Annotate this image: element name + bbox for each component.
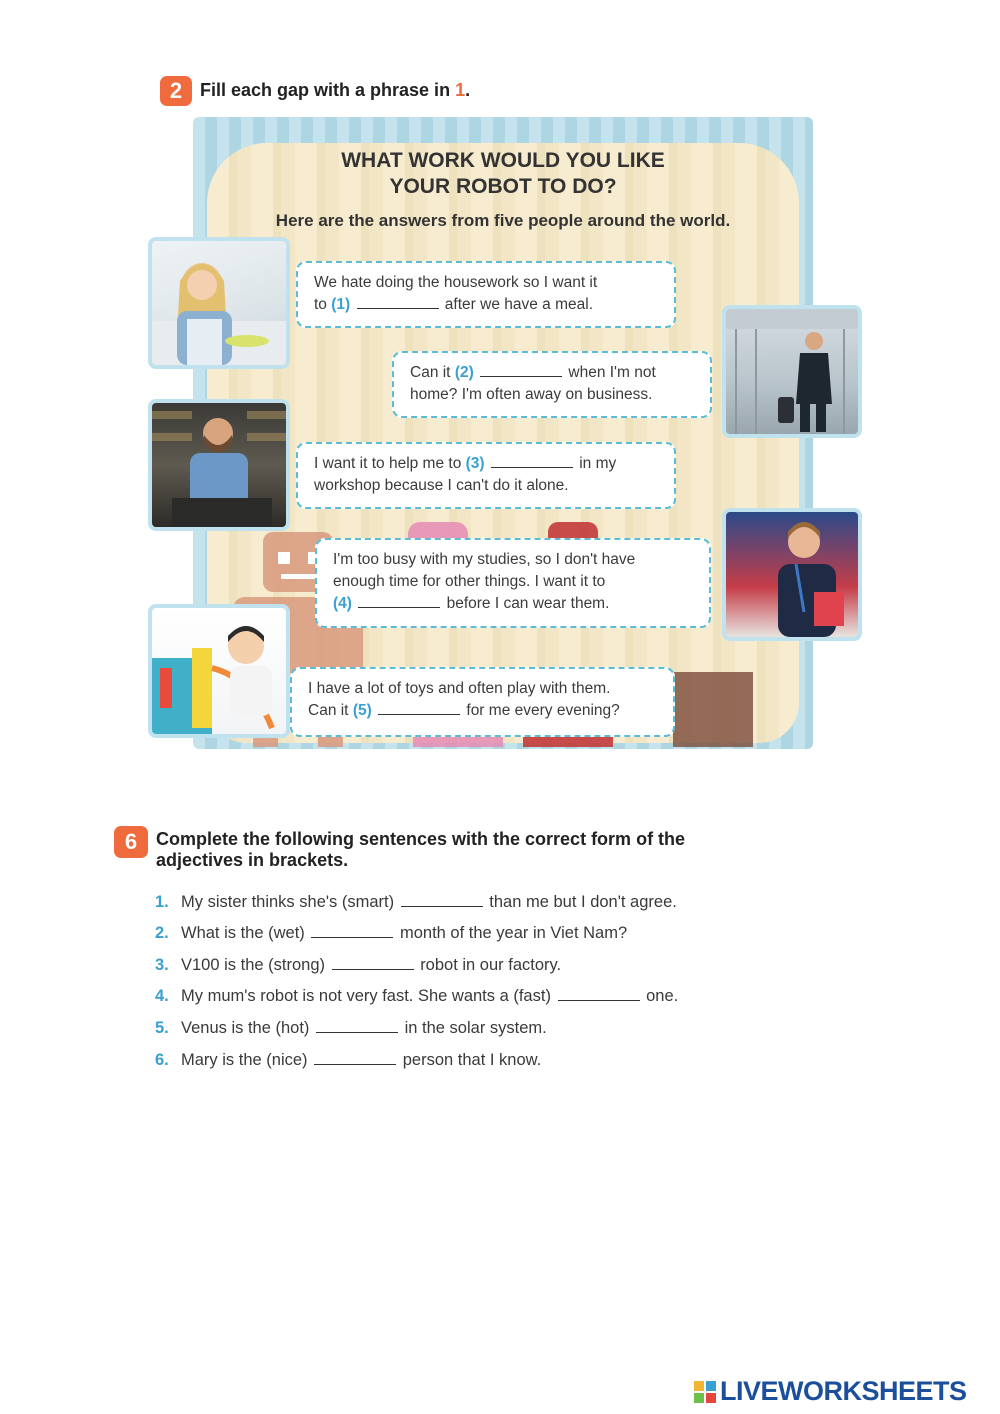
panel-subtitle: Here are the answers from five people around the world. [275, 211, 731, 230]
gap-blank-3[interactable] [491, 453, 573, 468]
list-item [155, 1049, 541, 1071]
answer-blank-6[interactable] [314, 1050, 396, 1065]
list-item [155, 985, 678, 1007]
bubble-text: home? I'm often away on business. [410, 386, 653, 403]
item-number: 4. [155, 987, 169, 1005]
gap-number-3: (3) [465, 455, 485, 472]
gap-blank-2[interactable] [480, 362, 562, 377]
photo-woman-kitchen [148, 237, 290, 369]
panel-title [193, 148, 813, 200]
speech-bubble-1 [296, 261, 676, 328]
bubble-text: I have a lot of toys and often play with them. [308, 680, 611, 697]
item-number: 1. [155, 893, 169, 911]
bubble-text: when I'm not [564, 364, 656, 381]
bubble-text: I want it to help me to [314, 455, 466, 472]
exercise-2-instruction [200, 80, 470, 101]
list-item [155, 1017, 547, 1039]
answer-blank-1[interactable] [401, 892, 483, 907]
item-text: person that I know. [402, 1051, 542, 1069]
bubble-text: Can it [410, 364, 455, 381]
instruction-text: Fill each gap with a phrase in [200, 80, 456, 100]
item-text: one. [646, 987, 679, 1005]
item-text: My sister thinks she's (smart) [181, 893, 395, 911]
answer-blank-3[interactable] [332, 955, 414, 970]
instruction-line-1: Complete the following sentences with the correct form of the [156, 829, 686, 849]
list-item [155, 922, 627, 944]
item-number: 6. [155, 1051, 169, 1069]
liveworksheets-logo [694, 1376, 967, 1407]
gap-number-2: (2) [454, 364, 474, 381]
item-text: robot in our factory. [420, 956, 562, 974]
bubble-line [314, 453, 658, 475]
list-item [155, 891, 677, 913]
speech-bubble-5 [290, 667, 675, 737]
instruction-ref: 1 [455, 80, 466, 100]
answer-blank-5[interactable] [316, 1018, 398, 1033]
item-text: What is the (wet) [181, 924, 305, 942]
gap-number-4: (4) [333, 595, 352, 612]
bubble-text: in my [574, 455, 617, 472]
student-illustration [726, 512, 858, 637]
photo-child-toys [148, 604, 290, 738]
bubble-line [314, 294, 658, 316]
businessman-illustration [726, 309, 858, 434]
bubble-text: for me every evening? [462, 702, 620, 719]
logo-text: LIVEWORKSHEETS [720, 1376, 967, 1406]
bubble-text: enough time for other things. I want it to [333, 573, 606, 590]
item-text: My mum's robot is not very fast. She wants a (fast) [181, 987, 551, 1005]
woman-illustration [152, 241, 286, 365]
bubble-text: workshop because I can't do it alone. [314, 477, 569, 494]
answer-blank-4[interactable] [558, 986, 640, 1001]
photo-businessman [722, 305, 862, 438]
gap-number-5: (5) [352, 702, 372, 719]
child-toys-illustration [152, 608, 286, 734]
list-item [155, 954, 561, 976]
gap-blank-1[interactable] [357, 294, 439, 309]
bubble-text: Can it [308, 702, 353, 719]
bubble-line [410, 362, 694, 384]
gap-number-1: (1) [331, 296, 351, 313]
exercise-number: 6 [124, 829, 138, 854]
answer-blank-2[interactable] [311, 923, 393, 938]
item-number: 5. [155, 1019, 169, 1037]
item-text: Venus is the (hot) [181, 1019, 310, 1037]
panel-title-line-1: WHAT WORK WOULD YOU LIKE [341, 149, 665, 172]
logo-grid-icon [694, 1381, 716, 1403]
instruction-line-2: adjectives in brackets. [156, 850, 349, 870]
item-number: 3. [155, 956, 169, 974]
item-text: V100 is the (strong) [181, 956, 325, 974]
bubble-text: to [314, 296, 332, 313]
photo-man-workshop [148, 399, 290, 531]
panel-title-line-2: YOUR ROBOT TO DO? [389, 175, 617, 198]
bubble-text: We hate doing the housework so I want it [314, 274, 598, 291]
item-text: in the solar system. [404, 1019, 547, 1037]
bubble-text: after we have a meal. [440, 296, 593, 313]
exercise-2-badge [160, 76, 192, 106]
workshop-man-illustration [152, 403, 286, 527]
gap-blank-4[interactable] [358, 593, 440, 608]
bubble-line [308, 700, 657, 722]
gap-blank-5[interactable] [378, 700, 460, 715]
item-text: Mary is the (nice) [181, 1051, 308, 1069]
instruction-end: . [465, 80, 471, 100]
photo-student [722, 508, 862, 641]
bubble-line [333, 593, 693, 615]
item-number: 2. [155, 924, 169, 942]
exercise-6-badge [114, 826, 148, 858]
exercise-number: 2 [169, 78, 183, 103]
speech-bubble-3 [296, 442, 676, 509]
bubble-text: before I can wear them. [442, 595, 610, 612]
item-text: than me but I don't agree. [489, 893, 677, 911]
exercise-6-instruction [156, 829, 685, 871]
speech-bubble-2 [392, 351, 712, 418]
bubble-text: I'm too busy with my studies, so I don't have [333, 551, 636, 568]
item-text: month of the year in Viet Nam? [399, 924, 628, 942]
speech-bubble-4 [315, 538, 711, 628]
